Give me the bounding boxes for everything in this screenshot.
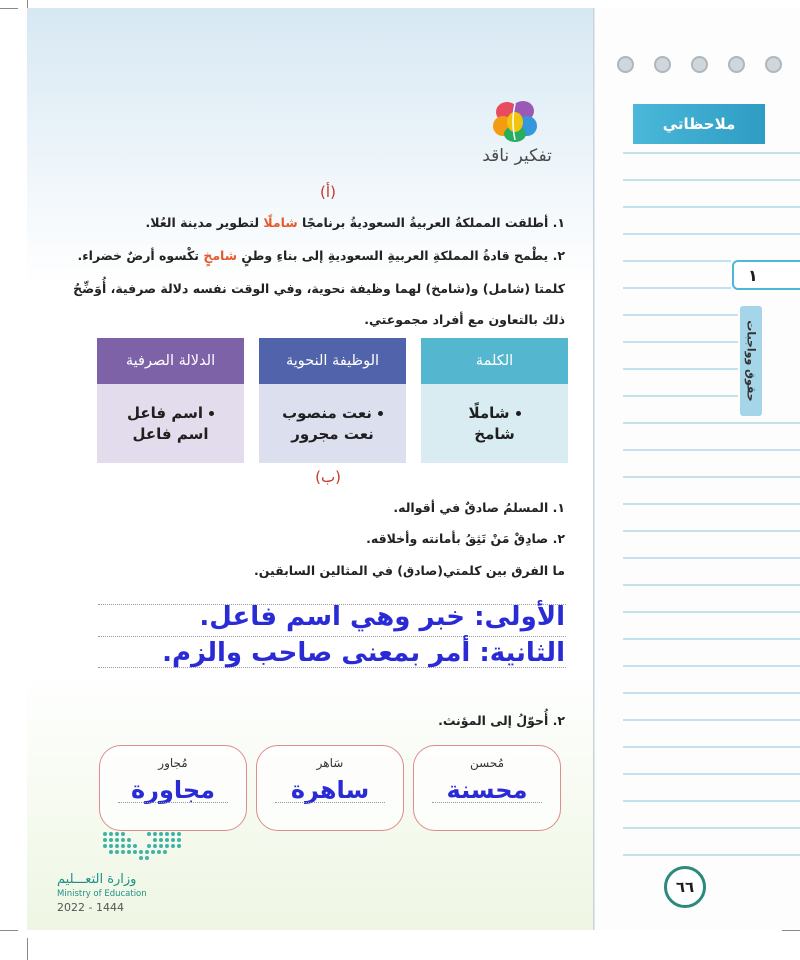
- table-header-morphology: الدلالة الصرفية: [97, 338, 244, 384]
- binder-ring: [617, 56, 634, 73]
- feminine-answer: مجاورة: [130, 776, 216, 804]
- question-b: ما الفرق بين كلمتي(صادق) في المثالين السابقين.: [253, 563, 565, 578]
- answer-line: [98, 636, 566, 637]
- notes-tab: ملاحظاتي: [633, 104, 765, 144]
- brain-icon: [490, 96, 540, 146]
- binder-ring: [728, 56, 745, 73]
- edition-year: 2022 - 1444: [57, 901, 124, 914]
- binder-ring: [765, 56, 782, 73]
- sentence-a1: ١. أطلقت المملكةُ العربيةُ السعوديةُ برنامجًا شاملًا لتطوير مدينة العُلا.: [145, 215, 565, 230]
- table-column-syntax: [259, 338, 406, 463]
- crop-mark: [782, 930, 800, 931]
- table-column-morphology: [97, 338, 244, 463]
- table-header-word: الكلمة: [421, 338, 568, 384]
- ministry-logo: [57, 830, 197, 914]
- notebook-lines: [593, 8, 800, 930]
- crop-mark: [27, 0, 28, 8]
- highlight-shamikh: شامخٍ: [203, 248, 238, 263]
- ministry-name-en: Ministry of Education: [57, 889, 147, 899]
- section-a-letter: (أ): [320, 183, 336, 201]
- table-cell-syntax: نعت منصوب نعت مجرور: [259, 384, 406, 463]
- feminine-answer: محسنة: [446, 776, 528, 804]
- ministry-dots-icon: [57, 830, 189, 860]
- feminine-box-saher: [256, 745, 404, 831]
- answer-b1: الأولى: خبر وهي اسم فاعل.: [199, 602, 565, 632]
- sentence-b1: ١. المسلمُ صادقٌ في أقواله.: [393, 500, 565, 515]
- question-a-line2: ذلك بالتعاون مع أفراد مجموعتي.: [364, 312, 565, 327]
- binder-ring: [691, 56, 708, 73]
- unit-title: حقوق وواجبات: [744, 320, 758, 402]
- feminine-box-mohsen: [413, 745, 561, 831]
- crop-mark: [0, 8, 18, 9]
- highlight-shamil: شاملًا: [263, 215, 298, 230]
- exercise-2-instruction: ٢. أُحوّلُ إلى المؤنث.: [438, 713, 565, 728]
- table-cell-morphology: اسم فاعل اسم فاعل: [97, 384, 244, 463]
- feminine-answer: ساهرة: [290, 776, 370, 804]
- source-word: مُحسن: [469, 756, 504, 770]
- sentence-a2: ٢. يطْمح قادةُ المملكةِ العربيةِ السعوديةِ إلى بناءِ وطنٍ شامخٍ تكْسوه أرضٌ خضراء.: [77, 248, 565, 263]
- page-number: ٦٦: [664, 866, 706, 908]
- critical-thinking-label: تفكير ناقد: [482, 146, 552, 166]
- section-b-letter: (ب): [315, 468, 341, 486]
- crop-mark: [0, 930, 18, 931]
- unit-number: ١: [732, 260, 800, 290]
- sentence-b2: ٢. صادِقْ مَنْ تَثِقُ بأمانته وأخلاقه.: [366, 531, 565, 546]
- unit-title-tab: [740, 306, 762, 416]
- source-word: سَاهر: [316, 756, 344, 770]
- ministry-name-ar: وزارة التعـــليم: [57, 872, 137, 887]
- question-a-line1: كلمتا (شامل) و(شامخ) لهما وظيفة نحوية، وفي الوقت نفسه دلالة صرفية، أُوَضِّحُ: [73, 281, 565, 296]
- table-column-word: [421, 338, 568, 463]
- source-word: مُجاور: [158, 756, 188, 770]
- notes-sidebar: [593, 8, 800, 930]
- table-cell-word: شاملًا شامخ: [421, 384, 568, 463]
- binder-ring: [654, 56, 671, 73]
- feminine-box-mujawer: [99, 745, 247, 831]
- answer-b2: الثانية: أمر بمعنى صاحب والزم.: [162, 638, 565, 668]
- crop-mark: [27, 938, 28, 960]
- table-header-syntax: الوظيفة النحوية: [259, 338, 406, 384]
